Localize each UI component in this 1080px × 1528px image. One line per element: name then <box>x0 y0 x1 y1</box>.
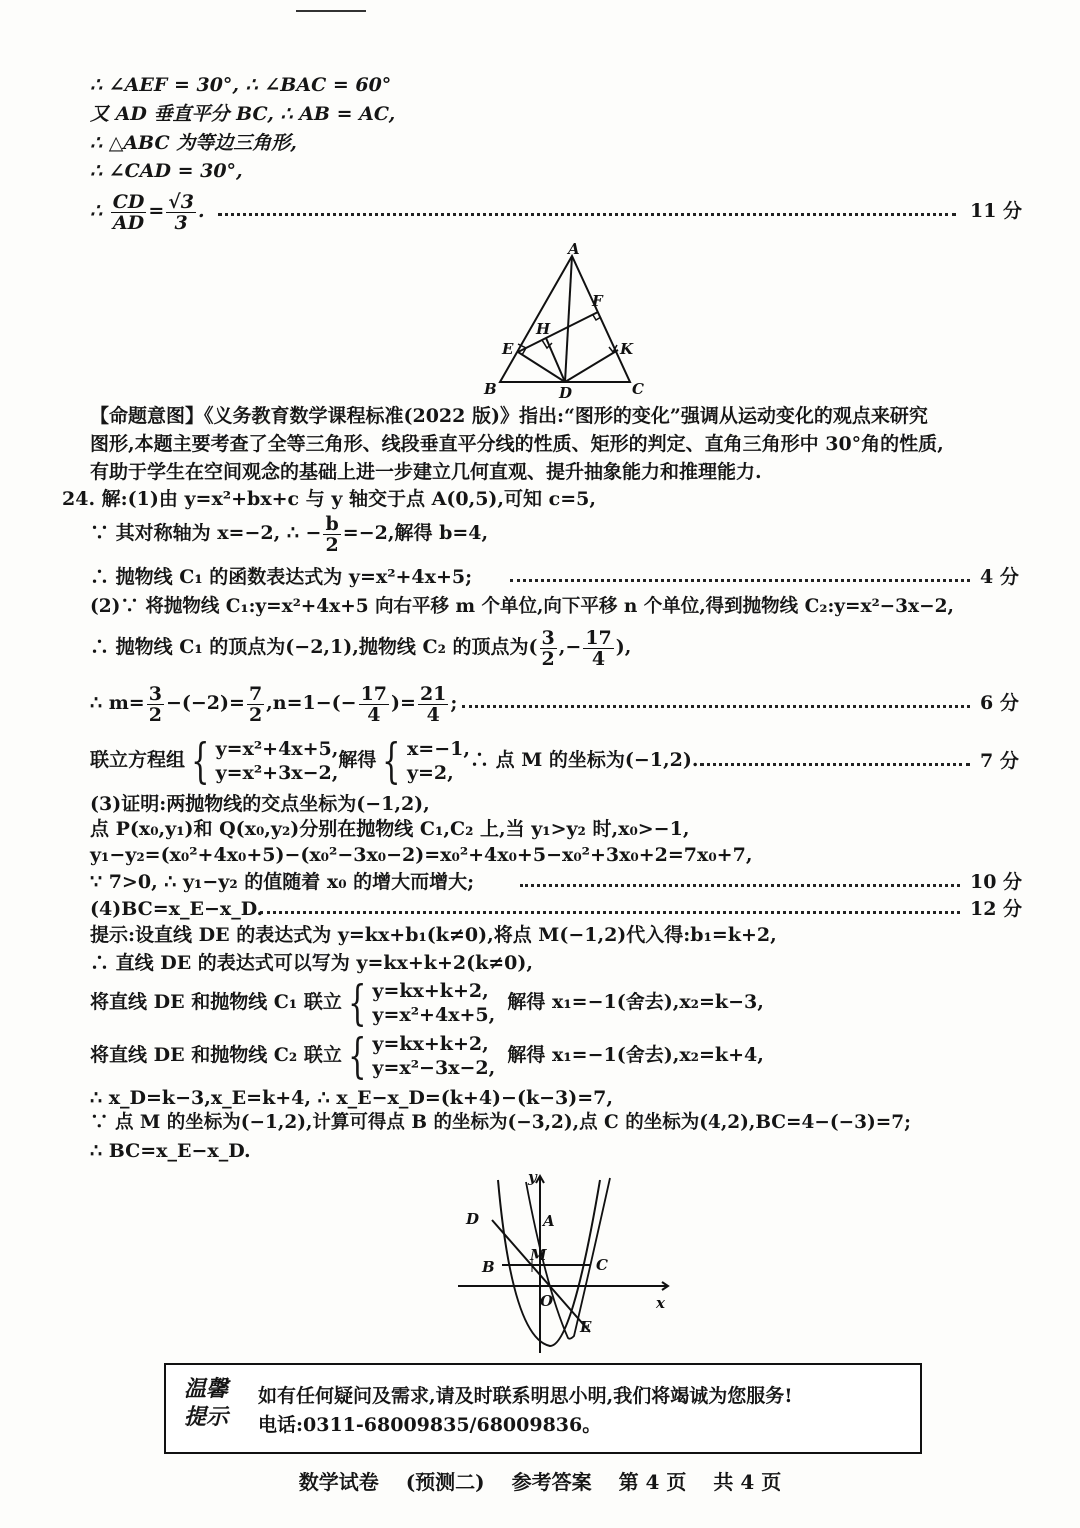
q24-line-3: ∴ 抛物线 C₁ 的函数表达式为 y=x²+4x+5; <box>90 566 473 588</box>
fraction-b-2: $\frac{b}{2}$ <box>325 512 339 556</box>
label-A: A <box>568 242 580 258</box>
tip-badge-line-1: 温馨 <box>184 1376 229 1402</box>
footer-subject: 数学试卷 <box>298 1470 379 1494</box>
q24-line-10: y₁−y₂=(x₀²+4x₀+5)−(x₀²−3x₀−2)=x₀²+4x₀+5−x₀²+3x₀+2=7x₀+7, <box>90 844 753 866</box>
q24-line-11: ∵ 7>0, ∴ y₁−y₂ 的值随着 x₀ 的增大而增大; <box>90 871 475 893</box>
label-D: D <box>466 1210 480 1228</box>
leader-dots <box>510 579 970 582</box>
fraction: $\frac{3}{2}$ <box>541 626 555 670</box>
equation-system: y=kx+k+2, y=x²−3x−2, <box>372 1033 496 1079</box>
top-line-4: ∴ ∠CAD = 30°, <box>90 160 243 182</box>
footer-paper: (预测二) <box>405 1470 485 1494</box>
tip-box <box>164 1363 922 1454</box>
q24-line-1: 24. 解:(1)由 y=x²+bx+c 与 y 轴交于点 A(0,5),可知 c=5, <box>62 488 596 510</box>
tip-badge-line-2: 提示 <box>184 1404 229 1430</box>
solution-system: x=−1, y=2, <box>406 738 470 784</box>
score-7: 7 分 <box>980 750 1019 772</box>
q24-line-17: ∴ x_D=k−3,x_E=k+4, ∴ x_E−x_D=(k+4)−(k−3)=7, <box>90 1087 614 1109</box>
intent-line-2: 图形,本题主要考查了全等三角形、线段垂直平分线的性质、矩形的判定、直角三角形中 30°角的性质, <box>90 433 944 455</box>
footer-type: 参考答案 <box>511 1470 592 1494</box>
fraction: $\frac{3}{2}$ <box>148 682 162 726</box>
leader-dots <box>700 763 970 766</box>
q24-line-15: 将直线 DE 和抛物线 C₁ 联立 { y=kx+k+2, y=x²+4x+5, 解得 x₁=−1(舍去),x₂=k−3, <box>90 975 764 1031</box>
intent-line-3: 有助于学生在空间观念的基础上进一步建立几何直观、提升抽象能力和推理能力. <box>90 461 762 483</box>
q24-line-4: (2)∵ 将抛物线 C₁:y=x²+4x+5 向右平移 m 个单位,向下平移 n 个单位,得到抛物线 C₂:y=x²−3x−2, <box>90 596 954 617</box>
triangle-figure <box>470 242 670 402</box>
label-F: F <box>592 292 603 310</box>
tip-badge <box>184 1375 248 1431</box>
q24-line-2: ∵ 其对称轴为 x=−2, ∴ − $\frac{b}{2}$ =−2,解得 b=4, <box>90 512 489 556</box>
footer-total: 共 4 页 <box>713 1470 782 1494</box>
q24-line-16: 将直线 DE 和抛物线 C₂ 联立 { y=kx+k+2, y=x²−3x−2, 解得 x₁=−1(舍去),x₂=k+4, <box>90 1028 764 1084</box>
label-A: A <box>543 1212 555 1230</box>
top-line-1: ∴ ∠AEF = 30°, ∴ ∠BAC = 60° <box>90 74 392 96</box>
score-11: 11 分 <box>970 200 1023 222</box>
label-x: x <box>656 1294 665 1312</box>
label-C: C <box>632 380 644 398</box>
intent-line-1: 【命题意图】《义务教育数学课程标准(2022 版)》指出:“图形的变化”强调从运动变化的观点来研究 <box>90 405 928 427</box>
q24-line-14: ∴ 直线 DE 的表达式可以写为 y=kx+k+2(k≠0), <box>90 952 533 974</box>
tip-phone: 电话:0311-68009835/68009836。 <box>258 1414 602 1436</box>
label-B: B <box>484 380 497 398</box>
label-D: D <box>559 384 573 402</box>
q24-line-5: ∴ 抛物线 C₁ 的顶点为(−2,1),抛物线 C₂ 的顶点为( $\frac{3}{2}$ ,− $\frac{17}{4}$ ), <box>90 626 632 670</box>
fraction: $\frac{7}{2}$ <box>248 682 263 726</box>
fraction: $\frac{17}{4}$ <box>585 626 612 670</box>
fraction-sqrt3-3: $\frac{√3}{3}$ <box>168 190 194 234</box>
fraction: $\frac{21}{4}$ <box>419 682 447 726</box>
label-M: M <box>530 1246 547 1264</box>
label-C: C <box>596 1256 608 1274</box>
q24-line-9: 点 P(x₀,y₁)和 Q(x₀,y₂)分别在抛物线 C₁,C₂ 上,当 y₁>y₂ 时,x₀>−1, <box>90 818 690 840</box>
label-E: E <box>502 340 514 358</box>
label-y: y <box>528 1168 537 1186</box>
parabola-graph <box>450 1168 690 1358</box>
top-line-3: ∴ △ABC 为等边三角形, <box>90 132 297 154</box>
score-10: 10 分 <box>970 871 1023 893</box>
q24-line-8: (3)证明:两抛物线的交点坐标为(−1,2), <box>90 793 430 815</box>
fraction-cd-ad: $\frac{CD}{AD}$ <box>112 190 145 234</box>
score-6: 6 分 <box>980 692 1019 714</box>
label-O: O <box>540 1292 554 1310</box>
score-4: 4 分 <box>980 566 1019 588</box>
leader-dots <box>462 705 970 708</box>
leader-dots <box>218 213 956 216</box>
leader-dots <box>260 911 960 914</box>
equation-system: y=kx+k+2, y=x²+4x+5, <box>372 980 496 1026</box>
page-footer <box>0 1466 1080 1495</box>
top-line-2: 又 AD 垂直平分 BC, ∴ AB = AC, <box>90 103 396 125</box>
label-H: H <box>536 320 551 338</box>
label-E: E <box>580 1318 592 1336</box>
top-line-5: ∴ $\frac{CD}{AD}$ = $\frac{√3}{3}$ . <box>90 190 205 234</box>
equation-system: y=x²+4x+5, y=x²+3x−2, <box>215 738 339 784</box>
tip-line-1: 如有任何疑问及需求,请及时联系明思小明,我们将竭诚为您服务! <box>258 1385 793 1407</box>
leader-dots <box>520 884 960 887</box>
q24-line-19: ∴ BC=x_E−x_D. <box>90 1140 251 1162</box>
q24-line-18: ∵ 点 M 的坐标为(−1,2),计算可得点 B 的坐标为(−3,2),点 C 的坐标为(4,2),BC=4−(−3)=7; <box>90 1112 911 1133</box>
q24-line-13: 提示:设直线 DE 的表达式为 y=kx+b₁(k≠0),将点 M(−1,2)代入得:b₁=k+2, <box>90 924 777 946</box>
scan-artifact-line <box>296 10 366 12</box>
therefore: ∴ <box>90 200 103 222</box>
q24-line-6: ∴ m= $\frac{3}{2}$ −(−2)= $\frac{7}{2}$ ,n=1−(− $\frac{17}{4}$ )= $\frac{21}{4}$ ; <box>90 682 458 726</box>
footer-page: 第 4 页 <box>618 1470 687 1494</box>
q24-line-12: (4)BC=x_E−x_D. <box>90 898 264 920</box>
q24-line-7: 联立方程组 { y=x²+4x+5, y=x²+3x−2, 解得 { x=−1, y=2, ∴ 点 M 的坐标为(−1,2). <box>90 733 699 789</box>
fraction: $\frac{17}{4}$ <box>360 682 388 726</box>
label-B: B <box>482 1258 495 1276</box>
score-12: 12 分 <box>970 898 1023 920</box>
label-K: K <box>620 340 634 358</box>
